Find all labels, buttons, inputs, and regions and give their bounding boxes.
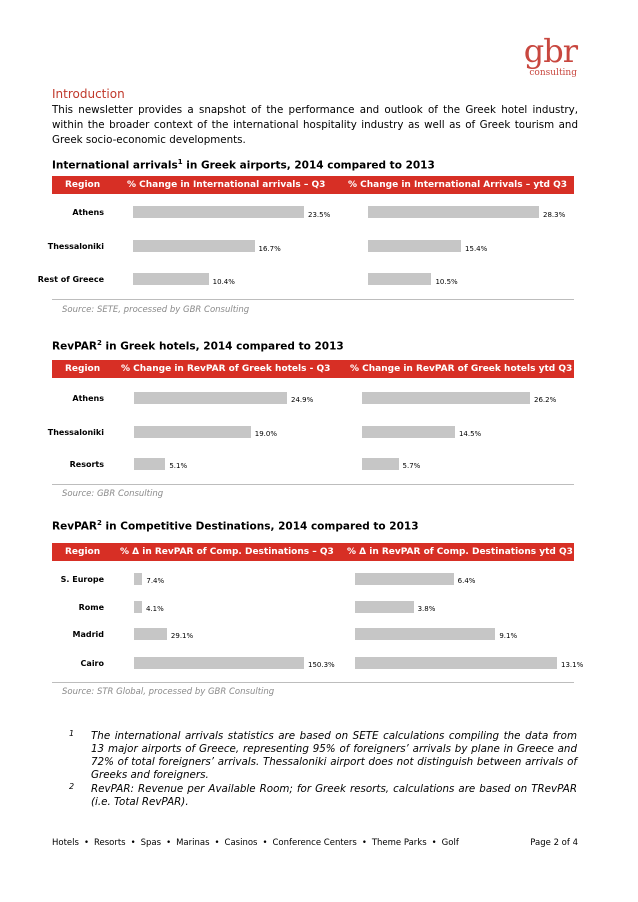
header-region: Region <box>65 547 101 557</box>
value-label-ytd: 9.1% <box>499 632 518 640</box>
value-label-q3: 19.0% <box>254 430 277 438</box>
header-region: Region <box>65 180 101 190</box>
intro-paragraph: This newsletter provides a snapshot of the performance and outlook of the Greek hotel industry, within the broader context of the international hospitality industry as well as of Greek tourism and Greek socio-economic developments. <box>52 104 578 146</box>
section-title-revpar-comp <box>52 519 419 533</box>
header-region: Region <box>65 364 101 374</box>
value-label-ytd: 26.2% <box>534 396 557 404</box>
footer-item: Golf <box>441 838 459 848</box>
section-title-revpar-greek <box>52 339 344 353</box>
header-col-ytd: % Change in International Arrivals – ytd Q3 <box>348 180 568 190</box>
title-text: RevPAR <box>52 340 97 353</box>
header-col-q3: % Δ in RevPAR of Comp. Destinations – Q3 <box>120 547 334 557</box>
footnote-number: 1 <box>69 729 75 738</box>
value-label-ytd: 15.4% <box>465 245 488 253</box>
footer-services <box>52 838 459 848</box>
value-label-q3: 4.1% <box>146 605 164 613</box>
value-label-ytd: 3.8% <box>417 605 436 613</box>
bar-q3 <box>134 426 251 438</box>
header-col-ytd: % Δ in RevPAR of Comp. Destinations ytd Q3 <box>347 547 573 557</box>
row-label: Athens <box>72 208 104 217</box>
divider <box>52 299 574 300</box>
row-label: Cairo <box>80 659 104 668</box>
bar-ytd <box>362 458 399 470</box>
footnote-number: 2 <box>69 782 75 791</box>
bullet-separator: • <box>130 838 136 848</box>
title-text: RevPAR <box>52 520 97 533</box>
value-label-q3: 29.1% <box>170 632 194 640</box>
title-text: International arrivals <box>52 159 178 172</box>
logo-text: gbr <box>523 32 577 70</box>
bar-q3 <box>134 573 142 585</box>
logo-subtext: consulting <box>529 68 577 78</box>
bar-ytd <box>355 628 495 640</box>
value-label-q3: 7.4% <box>146 577 165 585</box>
footer-item: Casinos <box>224 838 258 848</box>
bar-q3 <box>134 628 167 640</box>
bullet-separator: • <box>361 838 367 848</box>
bullet-separator: • <box>214 838 220 848</box>
bar-ytd <box>368 240 461 252</box>
bar-ytd <box>368 206 539 218</box>
source-note: Source: SETE, processed by GBR Consulting <box>62 305 250 315</box>
row-label: Rome <box>78 603 104 612</box>
intro-heading: Introduction <box>52 87 125 101</box>
bar-ytd <box>362 392 530 404</box>
source-note: Source: GBR Consulting <box>62 489 164 499</box>
row-label: Thessaloniki <box>47 428 104 437</box>
bar-q3 <box>134 392 287 404</box>
footer-item: Hotels <box>52 838 79 848</box>
table-header-arrivals <box>52 176 574 194</box>
row-label: S. Europe <box>60 575 104 584</box>
bar-q3 <box>134 657 304 669</box>
header-col-q3: % Change in RevPAR of Greek hotels - Q3 <box>121 364 331 374</box>
value-label-q3: 16.7% <box>258 245 281 253</box>
bar-q3 <box>134 458 165 470</box>
bar-ytd <box>355 657 557 669</box>
bar-q3 <box>134 601 142 613</box>
bar-q3 <box>133 206 304 218</box>
value-label-ytd: 28.3% <box>543 211 566 219</box>
footnote-text: The international arrivals statistics are based on SETE calculations compiling the data from 13 major airports of Greece, representing 95% of foreigners’ arrivals by plane in Greece and 72% of total foreigners’ arrivals. Thessaloniki airport does not distinguish between arrivals of Greeks and foreigners. <box>91 730 577 781</box>
bullet-separator: • <box>83 838 89 848</box>
title-text: in Greek airports, 2014 compared to 2013 <box>182 159 435 172</box>
footer-item: Marinas <box>176 838 210 848</box>
footer-item: Theme Parks <box>371 838 427 848</box>
value-label-q3: 10.4% <box>212 278 235 286</box>
bar-ytd <box>355 601 414 613</box>
value-label-ytd: 14.5% <box>458 430 482 438</box>
row-label: Madrid <box>72 630 104 639</box>
table-header-revpar-greek <box>52 360 574 378</box>
source-note: Source: STR Global, processed by GBR Consulting <box>62 687 275 697</box>
table-header-revpar-comp <box>52 543 574 561</box>
gbr-logo <box>497 32 587 82</box>
footnote-ref: 1 <box>177 158 183 166</box>
row-label: Rest of Greece <box>37 275 104 284</box>
bar-q3 <box>133 240 255 252</box>
title-text: in Greek hotels, 2014 compared to 2013 <box>101 340 344 353</box>
bar-ytd <box>368 273 431 285</box>
row-label: Thessaloniki <box>47 242 104 251</box>
bullet-separator: • <box>431 838 437 848</box>
footnote-text: RevPAR: Revenue per Available Room; for Greek resorts, calculations are based on TRevPAR (i.e. Total RevPAR). <box>91 783 577 808</box>
title-text: in Competitive Destinations, 2014 compared to 2013 <box>101 520 419 533</box>
bullet-separator: • <box>262 838 268 848</box>
value-label-q3: 23.5% <box>308 211 331 219</box>
footnote-ref: 2 <box>97 339 102 347</box>
divider <box>52 682 574 683</box>
divider <box>52 484 574 485</box>
value-label-ytd: 10.5% <box>435 278 458 286</box>
footer-item: Conference Centers <box>272 838 357 848</box>
header-col-ytd: % Change in RevPAR of Greek hotels ytd Q3 <box>350 364 573 374</box>
value-label-ytd: 5.7% <box>402 462 421 470</box>
footer-item: Resorts <box>93 838 126 848</box>
value-label-q3: 5.1% <box>169 462 188 470</box>
row-label: Resorts <box>69 460 104 469</box>
bar-ytd <box>355 573 454 585</box>
bar-ytd <box>362 426 455 438</box>
bullet-separator: • <box>166 838 172 848</box>
header-col-q3: % Change in International arrivals – Q3 <box>127 180 326 190</box>
footnote-ref: 2 <box>97 519 102 527</box>
value-label-q3: 24.9% <box>291 396 314 404</box>
value-label-q3: 150.3% <box>308 661 335 669</box>
section-title-arrivals <box>52 158 435 172</box>
value-label-ytd: 6.4% <box>457 577 476 585</box>
value-label-ytd: 13.1% <box>561 661 584 669</box>
page-number: Page 2 of 4 <box>530 838 578 848</box>
row-label: Athens <box>72 394 104 403</box>
bar-q3 <box>133 273 209 285</box>
footer-item: Spas <box>140 838 162 848</box>
